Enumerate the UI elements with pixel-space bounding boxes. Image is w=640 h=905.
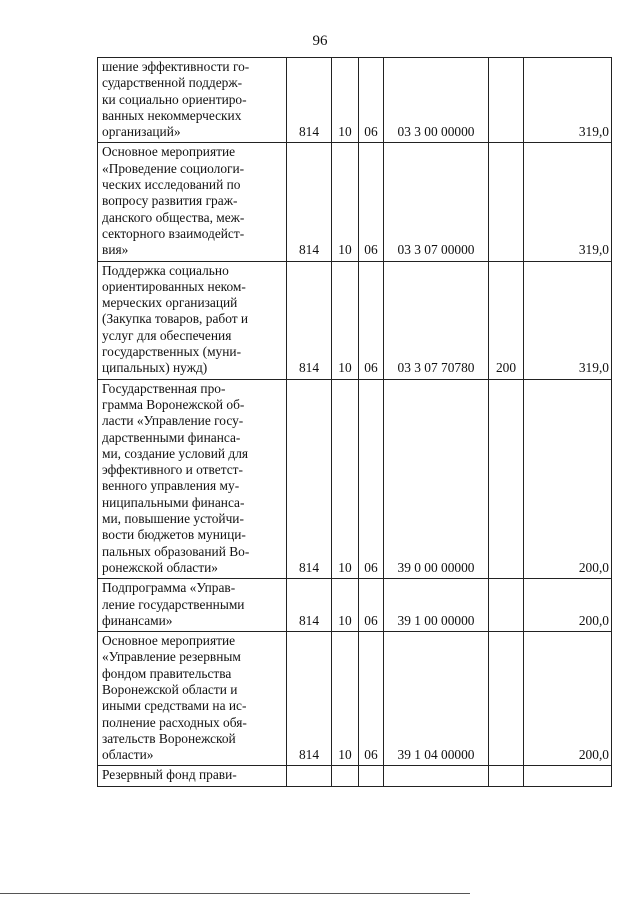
row-name: Подпрограмма «Управ- ление государственными финансами» [102,580,245,628]
expense-type-cell [489,632,524,766]
expense-type-cell: 200 [489,261,524,379]
expense-type-cell [489,379,524,579]
grbs-cell: 814 [287,379,332,579]
target-article-cell: 39 1 00 00000 [384,579,489,632]
row-name: Основное мероприятие «Управление резервным фондом правительства Воронежской области и иными средствами на ис- полнение расходных обя- зательств Воронежской области» [102,633,247,763]
expense-type-cell [489,579,524,632]
subsection-cell: 06 [359,143,384,261]
amount-cell: 200,0 [524,632,612,766]
row-name-cell [98,766,287,786]
amount-cell: 200,0 [524,579,612,632]
row-name: шение эффективности го- сударственной поддерж- ки социально ориентиро- ванных некоммерческих организаций» [102,59,250,140]
amount-cell [524,766,612,786]
expense-type-cell [489,143,524,261]
row-name-cell [98,261,287,379]
section-cell [332,766,359,786]
section-cell: 10 [332,58,359,143]
amount-cell: 319,0 [524,58,612,143]
table-row [98,632,612,766]
target-article-cell: 03 3 07 70780 [384,261,489,379]
subsection-cell: 06 [359,58,384,143]
section-cell: 10 [332,632,359,766]
subsection-cell: 06 [359,632,384,766]
table-row [98,58,612,143]
amount-cell: 319,0 [524,261,612,379]
target-article-cell: 03 3 00 00000 [384,58,489,143]
section-cell: 10 [332,579,359,632]
subsection-cell: 06 [359,379,384,579]
table-row [98,379,612,579]
row-name: Государственная про- грамма Воронежской об- ласти «Управление госу- дарственными финанса- ми, создание условий для эффективного и ответст- венного управления му- ниципальными финанса- ми, повышение устойчи- вости бюджетов муници- пальных образований Во- ронежской области» [102,380,250,575]
row-name: Резервный фонд прави- [102,767,237,783]
target-article-cell: 39 0 00 00000 [384,379,489,579]
target-article-cell: 03 3 07 00000 [384,143,489,261]
grbs-cell: 814 [287,261,332,379]
expense-type-cell [489,766,524,786]
table-row [98,143,612,261]
row-name-cell [98,379,287,579]
section-cell: 10 [332,261,359,379]
table-row [98,766,612,786]
grbs-cell: 814 [287,632,332,766]
expense-type-cell [489,58,524,143]
subsection-cell: 06 [359,261,384,379]
grbs-cell: 814 [287,58,332,143]
row-name-cell [98,143,287,261]
grbs-cell: 814 [287,143,332,261]
page-number: 96 [312,33,328,49]
subsection-cell: 06 [359,579,384,632]
amount-cell: 200,0 [524,379,612,579]
amount-cell: 319,0 [524,143,612,261]
budget-table [97,57,612,787]
grbs-cell [287,766,332,786]
target-article-cell: 39 1 04 00000 [384,632,489,766]
section-cell: 10 [332,379,359,579]
table-row [98,261,612,379]
table-row [98,579,612,632]
section-cell: 10 [332,143,359,261]
row-name-cell [98,579,287,632]
target-article-cell [384,766,489,786]
row-name: Поддержка социально ориентированных неком- мерческих организаций (Закупка товаров, работ и услуг для обеспечения государственных (муни- ципальных) нужд) [102,262,249,376]
footer-rule [0,893,470,894]
subsection-cell [359,766,384,786]
row-name-cell [98,58,287,143]
row-name: Основное мероприятие «Проведение социологи- ческих исследований по вопросу развития граж- данского общества, меж- секторного взаимодейст- вия» [102,144,245,258]
row-name-cell [98,632,287,766]
grbs-cell: 814 [287,579,332,632]
